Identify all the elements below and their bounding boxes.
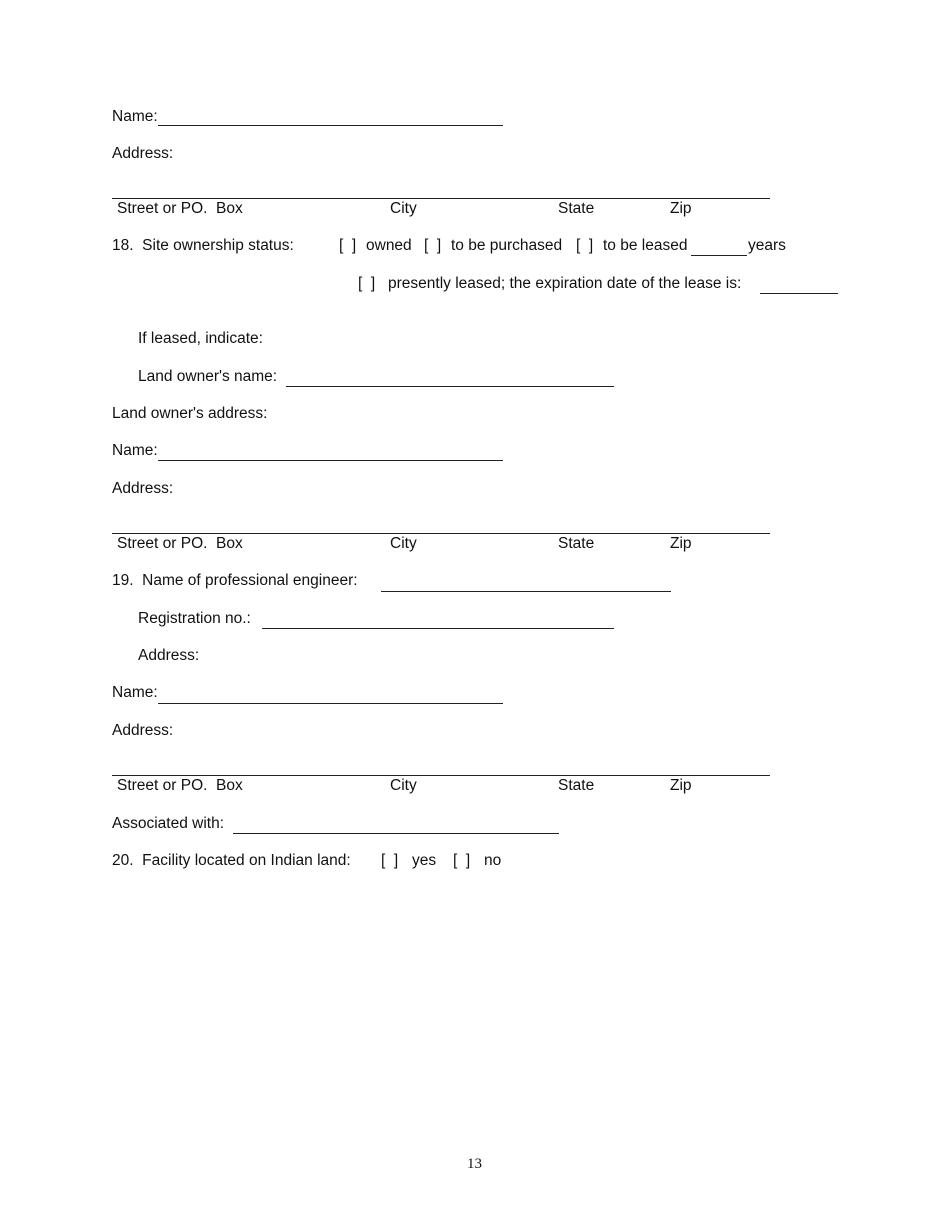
land-owner-name-label: Land owner's name: [138,368,278,385]
engineer-name-field[interactable] [381,591,671,592]
zip-label: Zip [670,535,692,552]
years-label: years [748,237,786,254]
name-label: Name: [112,684,158,701]
street-label: Street or PO. Box [117,535,243,552]
land-owner-address-label: Land owner's address: [112,405,268,422]
purchased-checkbox[interactable]: [ ] [424,237,442,254]
name-label: Name: [112,442,158,459]
owned-checkbox[interactable]: [ ] [339,237,357,254]
q20-label: 20. Facility located on Indian land: [112,852,351,869]
street-label: Street or PO. Box [117,200,243,217]
associated-with-label: Associated with: [112,815,224,832]
street-label: Street or PO. Box [117,777,243,794]
city-label: City [390,777,417,794]
engineer-address-label: Address: [138,647,200,664]
land-owner-name-field[interactable] [286,386,614,387]
no-label: no [484,852,502,869]
lease-expiration-field[interactable] [760,293,838,294]
zip-label: Zip [670,200,692,217]
city-label: City [390,200,417,217]
indian-land-no-checkbox[interactable]: [ ] [453,852,471,869]
leased-label: to be leased [603,237,688,254]
q19-label: 19. Name of professional engineer: [112,572,358,589]
owned-label: owned [366,237,412,254]
indian-land-yes-checkbox[interactable]: [ ] [381,852,399,869]
registration-field[interactable] [262,628,614,629]
address-field[interactable] [112,533,770,534]
purchased-label: to be purchased [451,237,563,254]
presently-leased-label: presently leased; the expiration date of the lease is: [388,275,742,292]
name-label: Name: [112,108,158,125]
name-field[interactable] [158,703,503,704]
if-leased-label: If leased, indicate: [138,330,263,347]
leased-checkbox[interactable]: [ ] [576,237,594,254]
zip-label: Zip [670,777,692,794]
state-label: State [558,777,595,794]
address-field[interactable] [112,198,770,199]
address-label: Address: [112,722,174,739]
registration-label: Registration no.: [138,610,251,627]
address-label: Address: [112,145,174,162]
page-number: 13 [467,1156,482,1172]
presently-leased-checkbox[interactable]: [ ] [358,275,376,292]
address-label: Address: [112,480,174,497]
name-field[interactable] [158,125,503,126]
associated-with-field[interactable] [233,833,559,834]
lease-years-field[interactable] [691,255,747,256]
state-label: State [558,535,595,552]
q18-label: 18. Site ownership status: [112,237,294,254]
yes-label: yes [412,852,437,869]
city-label: City [390,535,417,552]
address-field[interactable] [112,775,770,776]
name-field[interactable] [158,460,503,461]
state-label: State [558,200,595,217]
